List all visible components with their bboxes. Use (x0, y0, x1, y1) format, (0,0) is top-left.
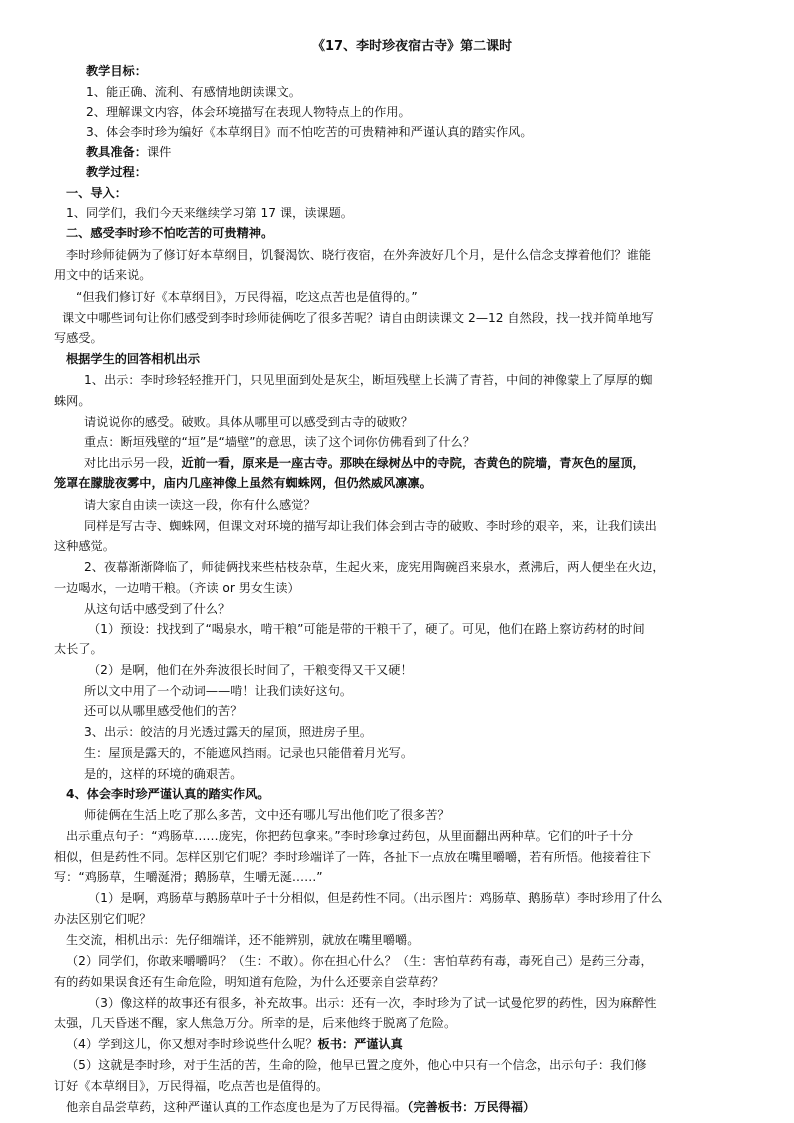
line-text: 蛛网。 (54, 394, 91, 408)
document-line (66, 785, 269, 804)
line-text: 2、理解课文内容，体会环境描写在表现人物特点上的作用。 (86, 105, 411, 119)
document-line (66, 1056, 647, 1075)
line-text: （5）这就是李时珍，对于生活的苦，生命的险，他早已置之度外，他心中只有一个信念，出示句子：我们修 (66, 1058, 647, 1072)
line-text: 1、能正确、流利、有感情地朗读课文。 (86, 85, 301, 99)
line-text: 生：屋顶是露天的，不能遮风挡雨。记录也只能借着月光写。 (84, 746, 414, 760)
document-line (88, 889, 662, 908)
line-text: 笼罩在朦胧夜雾中，庙内几座神像上虽然有蜘蛛网，但仍然威风凛凛。 (54, 476, 432, 490)
line-text: 3、体会李时珍为编好《本草纲目》而不怕吃苦的可贵精神和严谨认真的踏实作风。 (86, 125, 533, 139)
line-text: 3、出示：皎洁的月光透过露天的屋顶，照进房子里。 (84, 725, 373, 739)
line-text: 课文中哪些词句让你们感受到李时珍师徒俩吃了很多苦呢？请自由朗读课文 2—12 自然段，找一找并简单地写 (62, 311, 654, 325)
line-text: 同样是写古寺、蜘蛛网，但课文对环境的描写却让我们体会到古寺的破败、李时珍的艰辛，来，让我们读出 (84, 519, 657, 533)
document-line (54, 910, 152, 929)
line-text: （1）预设：找找到了“喝泉水，啃干粮”可能是带的干粮干了，硬了。可见，他们在路上察访药材的时间 (88, 622, 645, 636)
line-text: 根据学生的回答相机出示 (66, 352, 201, 366)
line-text: 出示重点句子：“鸡肠草……庞宪，你把药包拿来。”李时珍拿过药包，从里面翻出两种草。它们的叶子十分 (66, 829, 634, 843)
document-line (54, 474, 432, 493)
line-text: 从这句话中感受到了什么？ (84, 602, 231, 616)
document-line (54, 848, 651, 867)
line-text: 他亲自品尝草药，这种严谨认真的工作态度也是为了万民得福。 (66, 1100, 408, 1114)
document-line (54, 579, 300, 598)
document-line (84, 413, 413, 432)
document-line (66, 184, 127, 203)
document-line (54, 537, 115, 556)
document-line (54, 1077, 328, 1096)
line-tail-text: 课件 (146, 145, 172, 159)
line-text: 所以文中用了一个动词——啃！让我们读好这句。 (84, 684, 353, 698)
line-text: 用文中的话来说。 (54, 268, 152, 282)
document-line (54, 1014, 456, 1033)
document-line (66, 204, 353, 223)
line-text: （2）是啊，他们在外奔波很长时间了，干粮变得又干又硬！ (88, 663, 413, 677)
line-text: 1、同学们，我们今天来继续学习第 17 课，读课题。 (66, 206, 353, 220)
document-line (84, 806, 450, 825)
line-text: 太强，几天昏迷不醒，家人焦急万分。所幸的是，后来他终于脱离了危险。 (54, 1016, 457, 1030)
line-text: 一边喝水，一边啃干粮。（齐读 or 男女生读） (54, 581, 300, 595)
line-text: 办法区别它们呢？ (54, 912, 152, 926)
line-text: 教学目标： (86, 64, 147, 78)
line-text: 2、夜幕渐渐降临了，师徒俩找来些枯枝杂草，生起火来，庞宪用陶碗舀来泉水，煮沸后，两人便坐在火边， (84, 560, 665, 574)
document-line (84, 744, 413, 763)
document-line (88, 661, 413, 680)
document-line (84, 433, 475, 452)
document-line (86, 123, 533, 142)
line-text: （4）学到这儿，你又想对李时珍说些什么呢？ (66, 1037, 318, 1051)
line-bold-text: 近前一看，原来是一座古寺。那映在绿树丛中的寺院，杏黄色的院墙，青灰色的屋顶， (181, 456, 645, 470)
document-line (54, 266, 152, 285)
line-bold-text: （完善板书：万民得福） (407, 1100, 536, 1114)
line-text: 是的，这样的环境的确艰苦。 (84, 767, 243, 781)
document-line (66, 350, 200, 369)
document-line (86, 62, 147, 81)
line-text: 太长了。 (54, 642, 103, 656)
document-line (76, 288, 418, 307)
document-line (84, 600, 230, 619)
line-text: （3）像这样的故事还有很多，补充故事。出示：还有一次，李时珍为了试一试曼佗罗的药性，因为麻醉性 (88, 996, 657, 1010)
line-text: 对比出示另一段， (84, 456, 182, 470)
document-line (84, 723, 372, 742)
document-line (84, 702, 242, 721)
document-line (66, 1035, 403, 1054)
line-text: 有的药如果误食还有生命危险，明知道有危险，为什么还要亲自尝草药？ (54, 975, 444, 989)
document-title: 《17、李时珍夜宿古寺》第二课时 (312, 39, 513, 54)
document-line (66, 246, 651, 265)
line-text: 师徒俩在生活上吃了那么多苦，文中还有哪儿写出他们吃了很多苦？ (84, 808, 450, 822)
document-line (86, 163, 147, 182)
document-line (84, 454, 645, 473)
line-bold-text: 板书：严谨认真 (317, 1037, 403, 1051)
document-line (84, 496, 316, 515)
document-line (84, 765, 242, 784)
line-text: （2）同学们，你敢来嚼嚼吗？（生：不敢）。你在担心什么？（生：害怕草药有毒，毒死自己）是药三分毒， (66, 954, 653, 968)
line-text: 订好《本草纲目》，万民得福，吃点苦也是值得的。 (54, 1079, 329, 1093)
line-text: 教具准备： (86, 145, 147, 159)
document-line (66, 827, 633, 846)
document-line (84, 682, 352, 701)
line-text: 生交流，相机出示：先仔细端详，还不能辨别，就放在嘴里嚼嚼。 (66, 933, 420, 947)
document-line (84, 371, 652, 390)
document-line (66, 952, 653, 971)
document-line (54, 392, 91, 411)
document-line (84, 558, 665, 577)
document-line (86, 103, 411, 122)
document-line (66, 931, 419, 950)
document-line (54, 868, 323, 887)
line-text: （1）是啊，鸡肠草与鹅肠草叶子十分相似，但是药性不同。（出示图片：鸡肠草、鹅肠草）李时珍用了什么 (88, 891, 663, 905)
document-line (66, 224, 273, 243)
document-line (86, 143, 171, 162)
line-text: 相似，但是药性不同。怎样区别它们呢？李时珍端详了一阵，各扯下一点放在嘴里嚼嚼，若有所悟。他接着往下 (54, 850, 652, 864)
line-text: 还可以从哪里感受他们的苦？ (84, 704, 243, 718)
line-text: 1、出示：李时珍轻轻推开门，只见里面到处是灰尘，断垣残壁上长满了青苔，中间的神像蒙上了厚厚的蜘 (84, 373, 653, 387)
line-text: 教学过程： (86, 165, 147, 179)
document-line (54, 973, 444, 992)
line-text: 这种感觉。 (54, 539, 115, 553)
line-text: 4、体会李时珍严谨认真的踏实作风。 (66, 787, 270, 801)
document-line (88, 620, 645, 639)
line-text: 写感受。 (54, 331, 103, 345)
document-line (66, 1098, 535, 1117)
line-text: 李时珍师徒俩为了修订好本草纲目，饥餐渴饮、晓行夜宿，在外奔波好几个月，是什么信念支撑着他们？谁能 (66, 248, 651, 262)
document-line (86, 83, 301, 102)
line-text: 写：“鸡肠草，生嚼涎滑；鹅肠草，生嚼无涎……” (54, 870, 323, 884)
document-line (84, 517, 657, 536)
document-line (54, 329, 103, 348)
line-text: “但我们修订好《本草纲目》，万民得福，吃这点苦也是值得的。” (76, 290, 418, 304)
line-text: 请大家自由读一读这一段，你有什么感觉？ (84, 498, 316, 512)
document-line (54, 640, 103, 659)
document-line (62, 309, 654, 328)
line-text: 重点：断垣残壁的“垣”是“墙壁”的意思，读了这个词你仿佛看到了什么？ (84, 435, 475, 449)
document-line (88, 994, 656, 1013)
line-text: 二、感受李时珍不怕吃苦的可贵精神。 (66, 226, 274, 240)
line-text: 请说说你的感受。破败。具体从哪里可以感受到古寺的破败？ (84, 415, 414, 429)
line-text: 一、导入： (66, 186, 127, 200)
